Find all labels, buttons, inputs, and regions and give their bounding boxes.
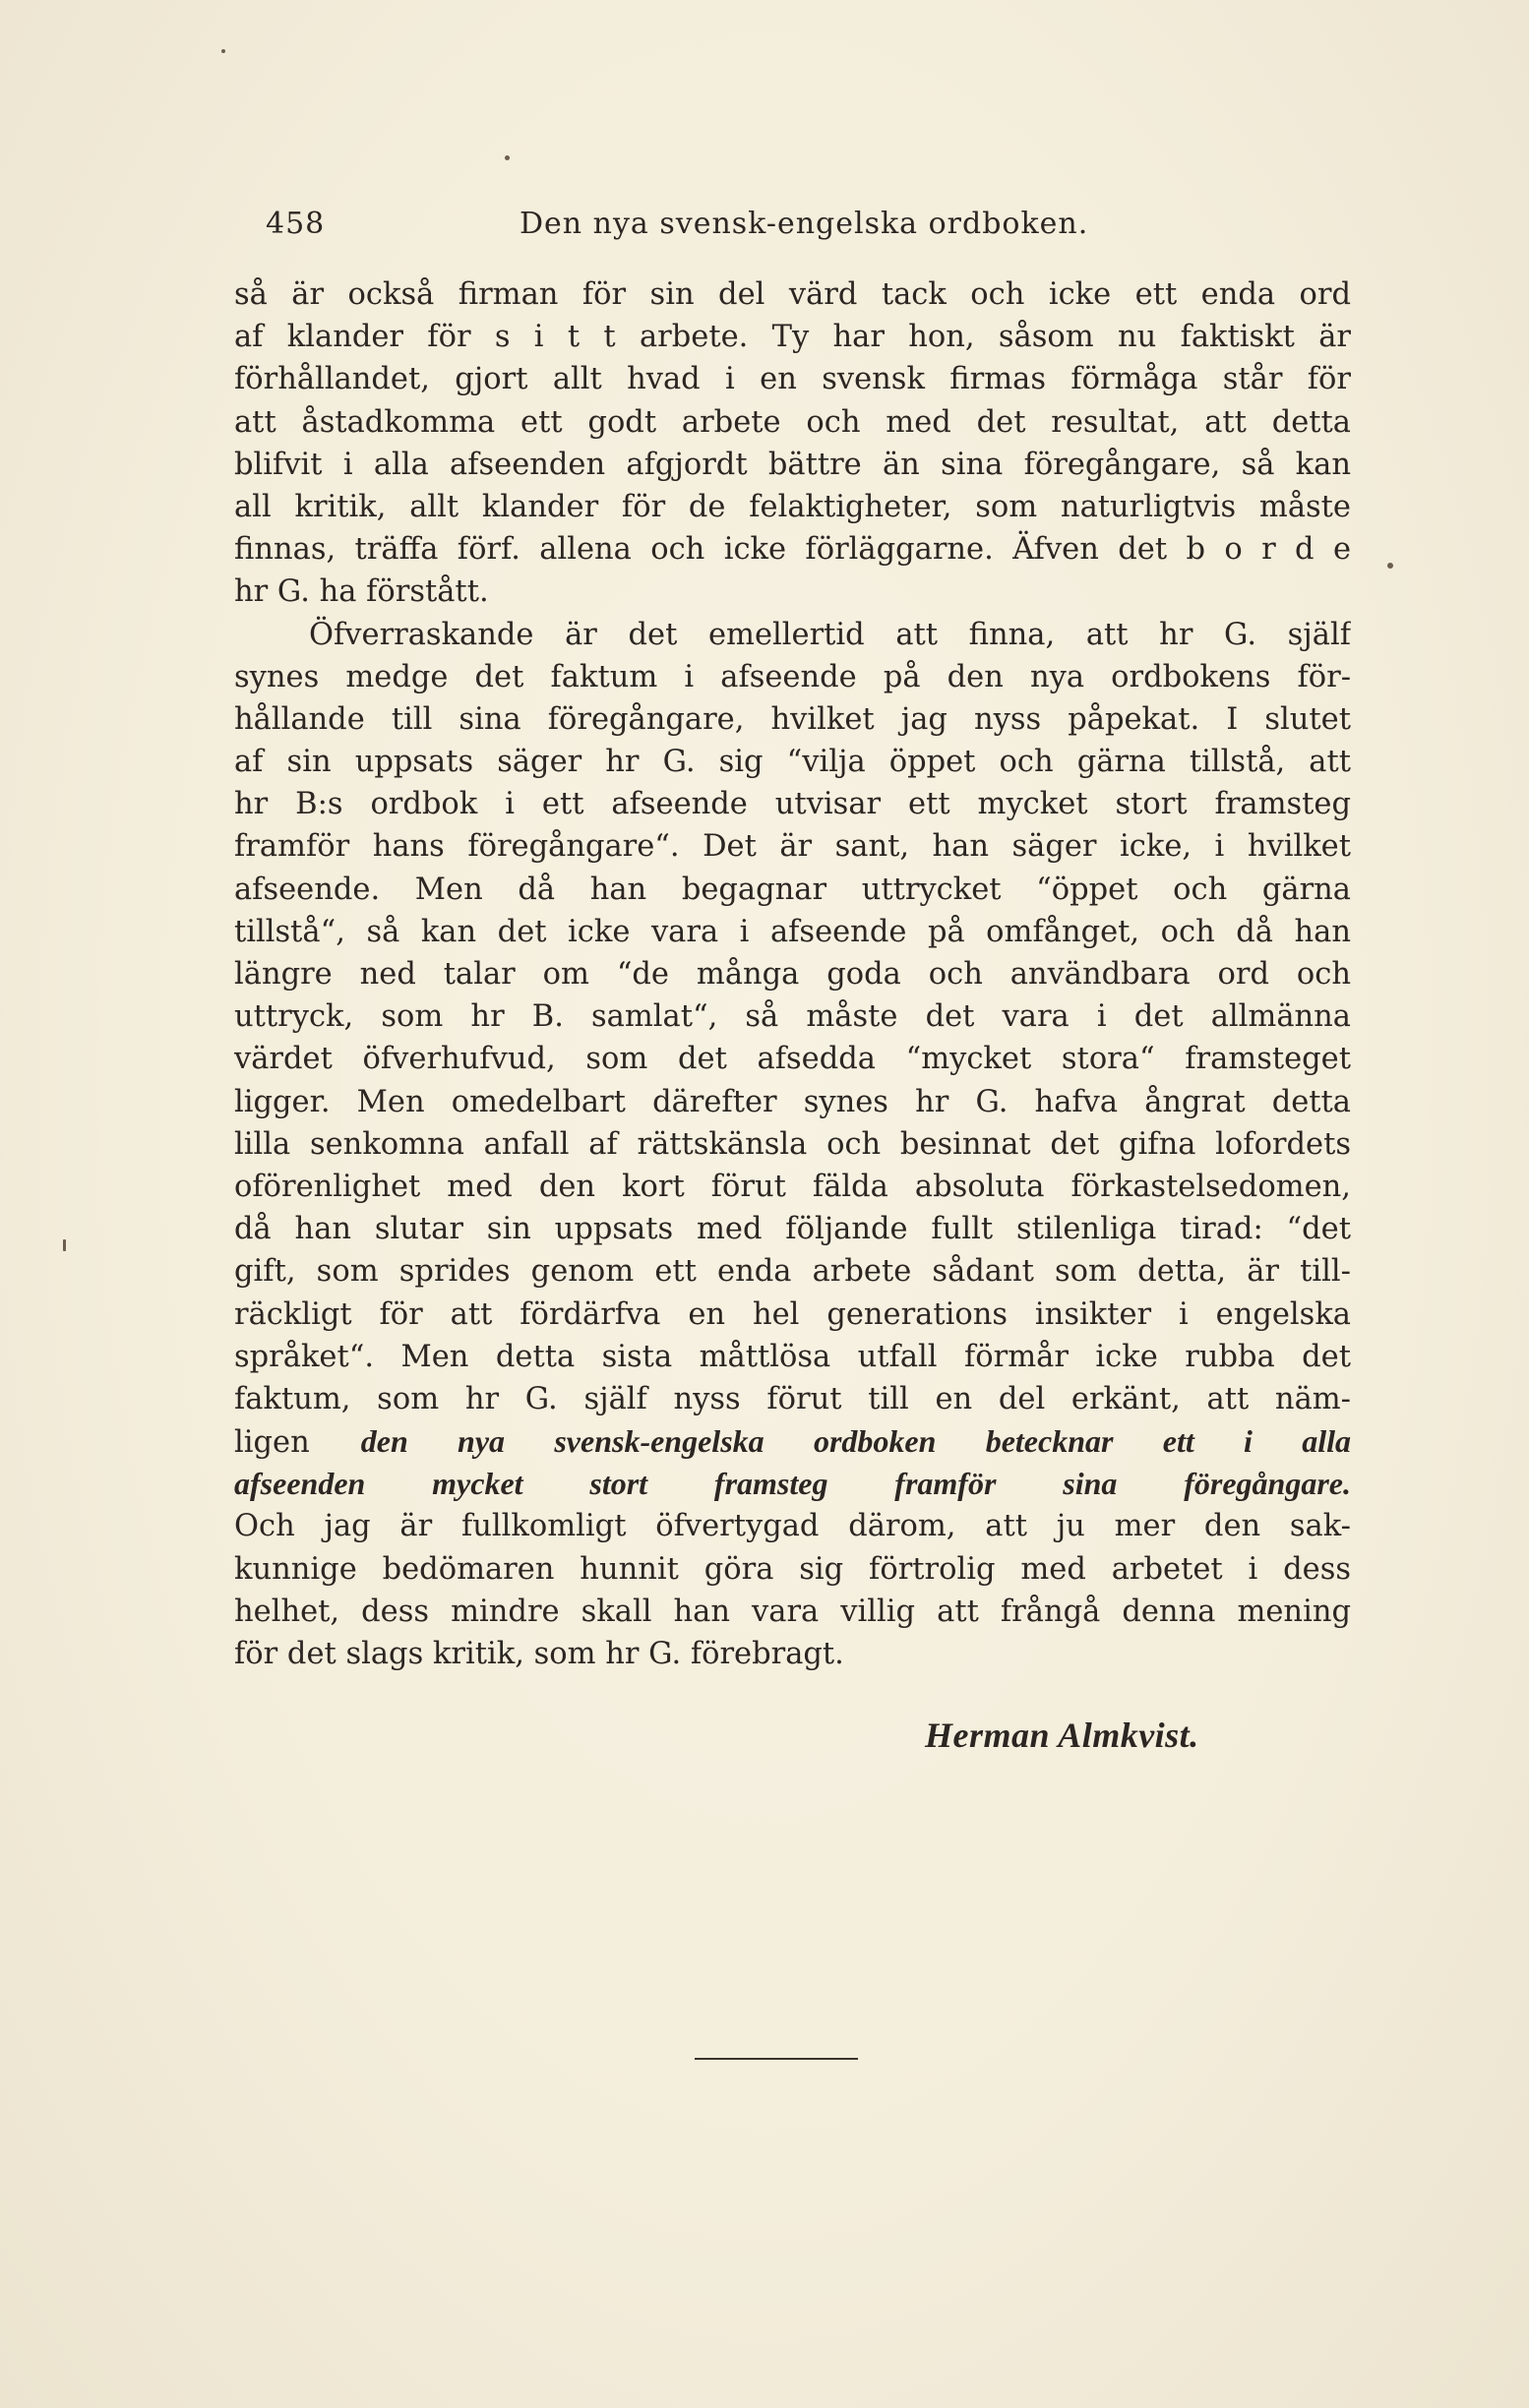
text-line: förhållandet, gjort allt hvad i en svensk firmas förmåga står för (234, 362, 1351, 397)
ink-speck (63, 1239, 66, 1251)
ink-speck (221, 49, 225, 53)
text-line: afseende. Men då han begagnar uttrycket “öppet och gärna (234, 872, 1351, 907)
text-fragment: ligen (234, 1425, 361, 1461)
text-line: för det slags kritik, som hr G. förebragt. (234, 1637, 844, 1671)
article-body (234, 273, 1351, 1675)
text-line: all kritik, allt klander för de felaktigheter, som naturligtvis måste (234, 489, 1351, 524)
ink-speck (1387, 563, 1393, 569)
author-signature: Herman Almkvist. (925, 1716, 1199, 1755)
text-line (234, 1420, 1351, 1463)
page-header (266, 197, 1348, 256)
text-line: Öfverraskande är det emellertid att finna, att hr G. själf (309, 617, 1351, 652)
text-line: blifvit i alla afseenden afgjordt bättre än sina föregångare, så kan (234, 447, 1351, 482)
emphasized-line: afseenden mycket stort framsteg framför sina föregångare. (234, 1466, 1351, 1502)
text-line: Och jag är fullkomligt öfvertygad därom, att ju mer den sak- (234, 1509, 1351, 1544)
text-line: faktum, som hr G. själf nyss förut till en del erkänt, att näm- (234, 1381, 1351, 1416)
end-divider (695, 2058, 858, 2060)
text-line: tillstå“, så kan det icke vara i afseende på omfånget, och då han (234, 914, 1351, 949)
text-line: så är också firman för sin del värd tack och icke ett enda ord (234, 277, 1351, 312)
text-line: ligger. Men omedelbart därefter synes hr G. hafva ångrat detta (234, 1084, 1351, 1119)
page-number: 458 (266, 207, 326, 241)
text-line: hållande till sina föregångare, hvilket jag nyss påpekat. I slutet (234, 701, 1351, 737)
text-line: oförenlighet med den kort förut fälda absoluta förkastelsedomen, (234, 1169, 1351, 1204)
text-line: helhet, dess mindre skall han vara villig att frångå denna mening (234, 1594, 1351, 1629)
text-line: uttryck, som hr B. samlat“, så måste det vara i det allmänna (234, 999, 1351, 1035)
text-line: längre ned talar om “de många goda och användbara ord och (234, 957, 1351, 992)
text-line: värdet öfverhufvud, som det afsedda “mycket stora“ framsteget (234, 1042, 1351, 1077)
text-line: räckligt för att fördärfva en hel generations insikter i engelska (234, 1296, 1351, 1332)
text-line: gift, som sprides genom ett enda arbete sådant som detta, är till- (234, 1254, 1351, 1290)
text-line: då han slutar sin uppsats med följande fullt stilenliga tirad: “det (234, 1212, 1351, 1247)
text-line: hr G. ha förstått. (234, 574, 489, 610)
text-line: af sin uppsats säger hr G. sig “vilja öppet och gärna tillstå, att (234, 745, 1351, 780)
text-line: framför hans föregångare“. Det är sant, han säger icke, i hvilket (234, 829, 1351, 865)
running-title: Den nya svensk-engelska ordboken. (520, 207, 1089, 241)
text-line: kunnige bedömaren hunnit göra sig förtrolig med arbetet i dess (234, 1551, 1351, 1587)
emphasized-fragment: den nya svensk-engelska ordboken betecknar ett i alla (360, 1423, 1351, 1460)
text-line: att åstadkomma ett godt arbete och med det resultat, att detta (234, 404, 1351, 440)
text-line: finnas, träffa förf. allena och icke förläggarne. Äfven det b o r d e (234, 532, 1351, 568)
text-line: af klander för s i t t arbete. Ty har hon, såsom nu faktiskt är (234, 320, 1351, 355)
text-line: språket“. Men detta sista måttlösa utfall förmår icke rubba det (234, 1339, 1351, 1374)
ink-speck (505, 155, 510, 160)
text-line: synes medge det faktum i afseende på den nya ordbokens för- (234, 659, 1351, 694)
text-line: hr B:s ordbok i ett afseende utvisar ett mycket stort framsteg (234, 787, 1351, 822)
text-line: lilla senkomna anfall af rättskänsla och besinnat det gifna lofordets (234, 1126, 1351, 1162)
